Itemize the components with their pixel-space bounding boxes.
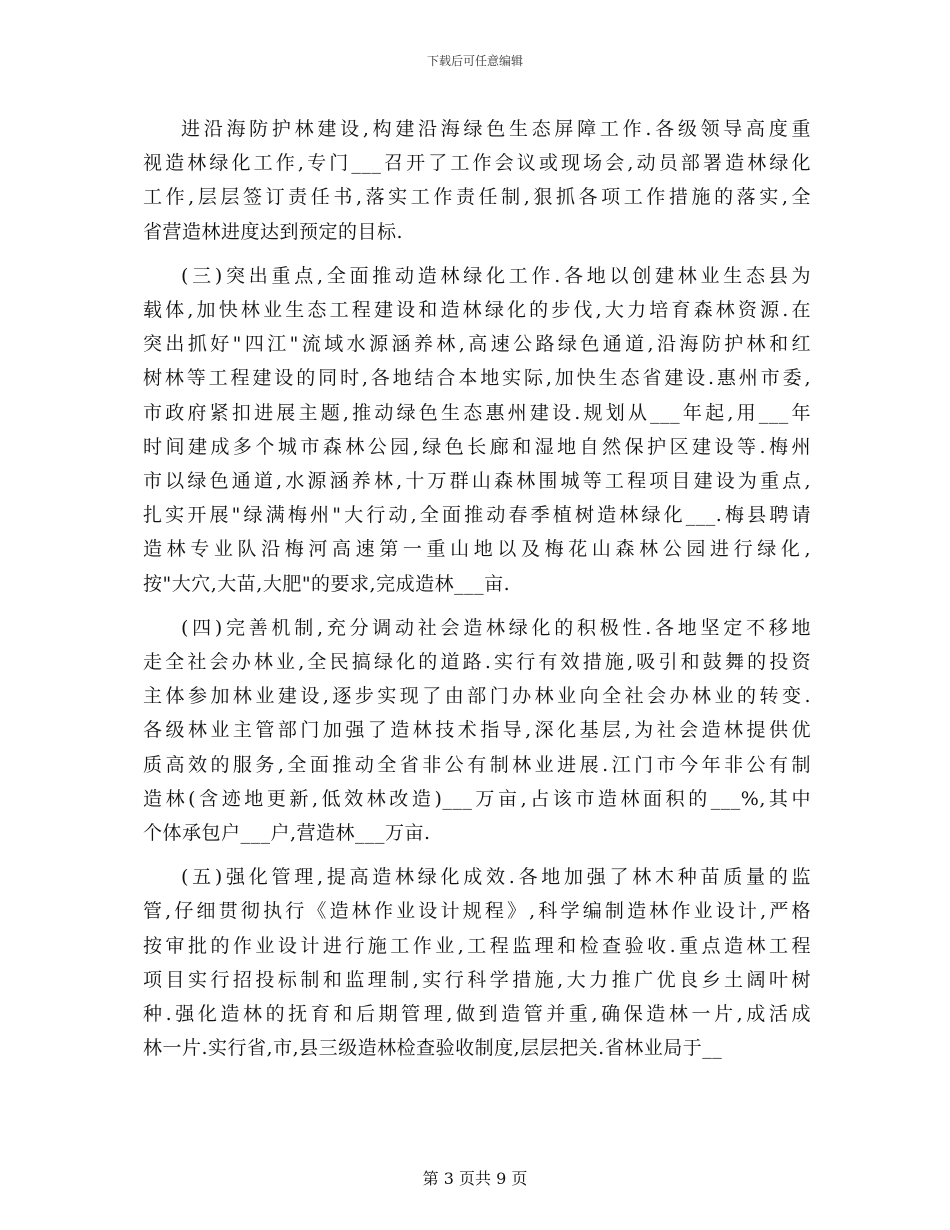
paragraph-4: [143, 860, 811, 1065]
text-line: 视造林绿化工作,专门___召开了工作会议或现场会,动员部署造林绿化: [143, 152, 811, 175]
text-line: 个体承包户___户,营造林___万亩.: [143, 822, 431, 845]
text-line: (三)突出重点,全面推动造林绿化工作.各地以创建林业生态县为: [181, 264, 811, 287]
text-line: 按"大穴,大苗,大肥"的要求,完成造林___亩.: [143, 572, 511, 595]
text-line: (五)强化管理,提高造林绿化成效.各地加强了林木种苗质量的监: [181, 866, 811, 889]
page-header: 下载后可任意编辑: [426, 54, 523, 68]
paragraph-2: [143, 259, 811, 601]
text-line: 突出抓好"四江"流域水源涵养林,高速公路绿色通道,沿海防护林和红: [143, 333, 811, 356]
text-line: 市政府紧扣进展主题,推动绿色生态惠州建设.规划从___年起,用___年: [143, 401, 811, 424]
text-line: 管,仔细贯彻执行《造林作业设计规程》,科学编制造林作业设计,严格: [143, 900, 811, 923]
text-line: 项目实行招投标制和监理制,实行科学措施,大力推广优良乡土阔叶树: [143, 968, 811, 991]
paragraph-text: [143, 860, 811, 1065]
paragraph-1: [143, 112, 811, 249]
text-line: 主体参加林业建设,逐步实现了由部门办林业向全社会办林业的转变.: [143, 685, 811, 708]
text-line: 林一片.实行省,市,县三级造林检查验收制度,层层把关.省林业局于__: [143, 1037, 723, 1060]
text-line: 扎实开展"绿满梅州"大行动,全面推动春季植树造林绿化___.梅县聘请: [143, 504, 811, 527]
text-line: 时间建成多个城市森林公园,绿色长廊和湿地自然保护区建设等.梅州: [143, 435, 811, 458]
text-line: 省营造林进度达到预定的目标.: [143, 220, 404, 243]
text-line: 质高效的服务,全面推动全省非公有制林业进展.江门市今年非公有制: [143, 753, 811, 776]
text-line: 市以绿色通道,水源涵养林,十万群山森林围城等工程项目建设为重点,: [143, 470, 811, 493]
document-body: [143, 112, 811, 1065]
text-line: 造林专业队沿梅河高速第一重山地以及梅花山森林公园进行绿化,: [143, 538, 811, 561]
text-line: 树林等工程建设的同时,各地结合本地实际,加快生态省建设.惠州市委,: [143, 367, 811, 390]
paragraph-3: [143, 611, 811, 850]
text-line: (四)完善机制,充分调动社会造林绿化的积极性.各地坚定不移地: [181, 616, 811, 639]
page-footer: 第 3 页共 9 页: [422, 1169, 528, 1188]
text-line: 按审批的作业设计进行施工作业,工程监理和检查验收.重点造林工程: [143, 934, 811, 957]
text-line: 造林(含迹地更新,低效林改造)___万亩,占该市造林面积的___%,其中: [143, 787, 811, 810]
text-line: 工作,层层签订责任书,落实工作责任制,狠抓各项工作措施的落实,全: [143, 186, 811, 209]
paragraph-text: [143, 259, 811, 601]
text-line: 各级林业主管部门加强了造林技术指导,深化基层,为社会造林提供优: [143, 719, 811, 742]
text-line: 走全社会办林业,全民搞绿化的道路.实行有效措施,吸引和鼓舞的投资: [143, 651, 811, 674]
paragraph-text: [143, 112, 811, 249]
paragraph-text: [143, 611, 811, 850]
text-line: 种.强化造林的抚育和后期管理,做到造管并重,确保造林一片,成活成: [143, 1003, 811, 1026]
text-line: 进沿海防护林建设,构建沿海绿色生态屏障工作.各级领导高度重: [181, 118, 811, 140]
text-line: 载体,加快林业生态工程建设和造林绿化的步伐,大力培育森林资源.在: [143, 299, 811, 322]
